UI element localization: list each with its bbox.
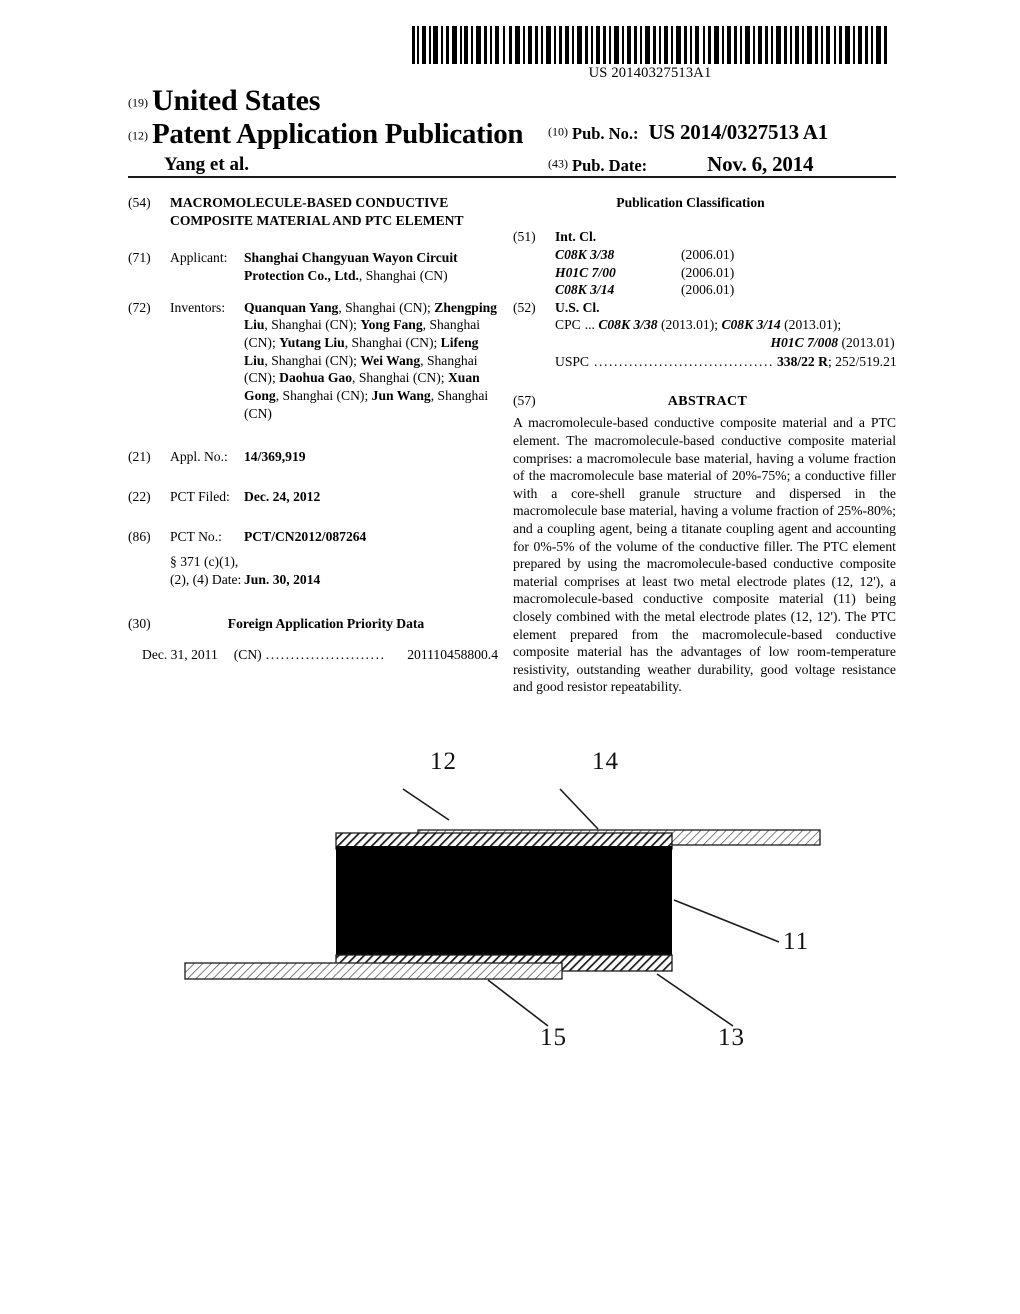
bibliographic-left-column [128,194,498,664]
invention-title: MACROMOLECULE-BASED CONDUCTIVE COMPOSITE MATERIAL AND PTC ELEMENT [170,195,464,228]
leader-line-11 [674,900,779,942]
applicant-label: Applicant: [170,250,228,266]
publication-classification-heading: Publication Classification [616,195,765,210]
inid-72: (72) [128,299,151,315]
inventor-location: , Shanghai (CN); [264,352,357,368]
barcode-icon [410,26,888,64]
int-cl-symbol: H01C 7/00 [555,264,616,280]
field-pct-no [128,528,498,546]
abstract-text: A macromolecule-based conductive composite material and a PTC element. The macromolecule-based conductive composite material comprises: a macromolecule base material, having a volume fraction of the macromolecule base material of 20%-75%; a conductive filler with a core-shell granule structure and dispersed in the macromolecule base material, having a volume fraction of 25%-80%; and a coupling agent, being a titanate coupling agent and accounting for 0%-5% of the volume of the conductive filler. The PTC element prepared by using the macromolecule-based conductive composite material comprises at least two metal electrode plates (12, 12'), a macromolecule-based conductive composite material (11) being closely combined with the metal electrode plates (12, 12'). The PTC element prepared from the macromolecule-based conductive composite material has the advantages of low room-temperature resistivity, outstanding weather durability, good voltage resistance and good resistor repeatability. [513,415,896,695]
figure-drawing [0,716,1020,1096]
inventor-name: Daohua Gao [279,370,353,386]
header-divider [128,176,896,178]
abstract-heading-row [513,392,896,411]
figure-label-11: 11 [783,928,810,955]
inventor-location: , Shanghai (CN); [275,388,369,404]
foreign-priority-heading: Foreign Application Priority Data [227,615,425,631]
doc-type-line [128,118,523,151]
us-cl-label: U.S. Cl. [555,299,600,315]
inventor-name: Wei Wang [360,352,421,368]
cpc-line-2 [555,334,897,352]
int-cl-version: (2006.01) [681,264,735,280]
field-371 [128,553,498,588]
pub-date-value: Nov. 6, 2014 [707,152,814,176]
int-cl-row [555,281,896,298]
priority-date: Dec. 31, 2011 [142,647,218,663]
barcode-block [410,26,890,82]
int-cl-rows [555,246,896,298]
figure-label-13: 13 [718,1024,745,1051]
sec371-label-line1: § 371 (c)(1), [170,554,239,570]
inid-86: (86) [128,528,151,544]
figure-part-15-bottom-lead [185,963,562,979]
field-applicant [128,249,498,284]
inid-52: (52) [513,299,536,315]
sec371-labels [170,553,244,588]
int-cl-row [555,246,896,263]
figure-label-12: 12 [430,748,457,775]
pct-no-label: PCT No.: [170,528,222,544]
inventor-name: Lifeng Liu [244,335,479,368]
field-us-cl [513,299,896,371]
priority-dot-leader: ........................ [265,647,386,663]
sec371-label-line2: (2), (4) Date: [170,572,242,588]
inventor-name: Zhengping Liu [244,299,497,333]
field-title [128,194,498,229]
figure-ptc-element [0,716,1020,1096]
inid-57: (57) [513,393,536,409]
inventor-location: , Shanghai (CN); [264,317,357,333]
uspc-primary-class: 338/22 R [776,353,828,369]
int-cl-label: Int. Cl. [555,228,597,244]
cpc-label: CPC [555,317,581,333]
inid-12: (12) [128,128,148,143]
pct-filed-label: PCT Filed: [170,489,230,505]
inventor-location: , Shanghai (CN); [352,370,445,386]
figure-part-11-composite-core [336,846,672,958]
bibliographic-right-column [513,194,896,696]
priority-number: 201110458800.4 [407,647,498,663]
country-name: United States [152,84,321,117]
priority-row [128,646,498,664]
inventor-name: Yutang Liu [279,335,345,351]
figure-label-14: 14 [592,748,619,775]
pct-filed-value: Dec. 24, 2012 [244,489,321,505]
inventor-location: , Shanghai (CN); [338,299,431,315]
inventors-label: Inventors: [170,299,226,315]
applicant-value [244,249,498,284]
masthead [128,84,896,176]
inventor-location: , Shanghai (CN); [244,317,481,351]
int-cl-version: (2006.01) [681,247,735,263]
pub-no-value: US 2014/0327513 A1 [648,120,829,144]
pub-no-row [548,120,828,145]
inventors-list [244,299,498,423]
field-int-cl [513,228,896,299]
pub-date-row [548,152,813,177]
leader-line-15 [488,980,548,1026]
uspc-dot-leader: .................................... [594,353,774,369]
barcode-number: US 20140327513A1 [588,65,712,81]
cpc-symbol: C08K 3/14 [721,317,781,333]
inventor-location: , Shanghai (CN) [244,388,489,421]
cpc-version: (2013.01) [841,334,895,350]
cpc-symbol: C08K 3/38 [598,317,658,333]
author-line: Yang et al. [164,154,249,175]
field-appl-no [128,448,498,466]
leader-line-13 [657,974,733,1026]
inventor-location: , Shanghai (CN); [244,352,478,386]
inid-43: (43) [548,156,568,171]
field-foreign-priority [128,615,498,633]
inid-71: (71) [128,250,151,266]
inid-19: (19) [128,95,148,110]
inid-54: (54) [128,195,151,210]
inventor-name: Xuan Gong [244,370,480,404]
field-pct-filed [128,488,498,506]
uspc-label: USPC [555,353,590,369]
uspc-secondary-class: ; 252/519.21 [827,353,897,369]
int-cl-symbol: C08K 3/38 [555,247,615,263]
cpc-line-1 [555,316,897,334]
inid-21: (21) [128,449,151,465]
country-line [128,84,320,118]
cpc-version: (2013.01); [661,317,719,333]
inventor-name: Yong Fang [360,317,423,333]
cpc-ellipsis: ... [584,317,595,333]
pct-no-value: PCT/CN2012/087264 [244,528,367,544]
inid-22: (22) [128,489,151,505]
appl-no-value: 14/369,919 [244,449,306,465]
abstract-heading: ABSTRACT [667,394,748,410]
appl-no-label: Appl. No.: [170,449,228,465]
inid-10: (10) [548,124,568,139]
pub-date-label: Pub. Date: [572,156,648,175]
doc-type: Patent Application Publication [152,118,524,150]
cpc-symbol: H01C 7/008 [770,334,839,350]
applicant-name: Shanghai Changyuan Wayon Circuit Protection Co., Ltd. [244,250,458,284]
int-cl-version: (2006.01) [681,282,735,298]
figure-label-15: 15 [540,1024,567,1051]
int-cl-row [555,264,896,281]
priority-country: (CN) [233,647,262,663]
inventor-name: Jun Wang [371,388,431,404]
pub-no-label: Pub. No.: [572,124,639,143]
leader-line-12 [403,789,449,820]
field-inventors [128,299,498,423]
cpc-version: (2013.01); [784,317,842,333]
inid-51: (51) [513,228,536,244]
inventor-location: , Shanghai (CN); [344,335,438,351]
applicant-location: , Shanghai (CN) [358,268,448,284]
inid-30: (30) [128,615,151,631]
leader-line-14 [560,789,598,829]
sec371-value: Jun. 30, 2014 [244,572,321,588]
inventor-name: Quanquan Yang [244,299,339,315]
uspc-line [555,353,897,371]
int-cl-symbol: C08K 3/14 [555,282,615,298]
